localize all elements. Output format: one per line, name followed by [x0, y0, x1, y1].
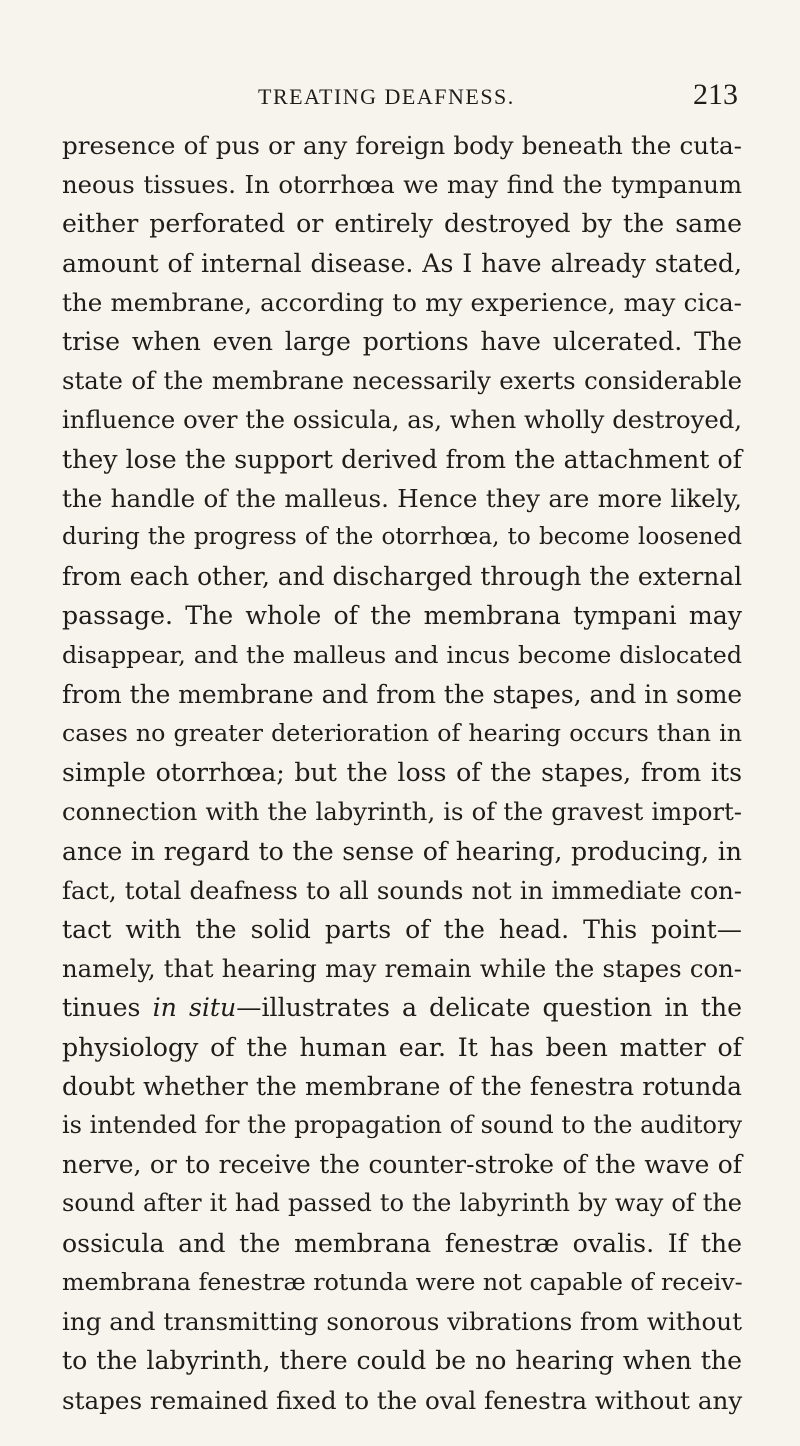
running-head: TREATING DEAFNESS. [258, 84, 515, 109]
text-line: membrana fenestræ rotunda were not capable of receiv- [62, 1267, 743, 1296]
text-line: trise when even large portions have ulcerated. The [62, 327, 742, 357]
text-line: presence of pus or any foreign body beneath the cuta- [62, 131, 742, 160]
text-line: tact with the solid parts of the head. This point— [62, 915, 742, 945]
text-line: the membrane, according to my experience, may cica- [62, 287, 742, 317]
body-text [62, 126, 742, 1420]
text-line: nerve, or to receive the counter-stroke of the wave of [62, 1150, 742, 1180]
text-line: tinues in situ—illustrates a delicate question in the [62, 993, 743, 1023]
text-line: disappear, and the malleus and incus become dislocated [62, 640, 742, 669]
text-line: neous tissues. In otorrhœa we may find the tympanum [62, 170, 742, 200]
text-line: ossicula and the membrana fenestræ ovalis. If the [62, 1228, 742, 1258]
text-line: fact, total deafness to all sounds not in immediate con- [62, 875, 742, 905]
text-line: passage. The whole of the membrana tympani may [62, 601, 742, 631]
text-line: ance in regard to the sense of hearing, producing, in [62, 836, 742, 866]
text-line: they lose the support derived from the attachment of [62, 444, 742, 474]
text-line: to the labyrinth, there could be no hearing when the [62, 1346, 742, 1376]
text-line: the handle of the malleus. Hence they are more likely, [62, 483, 742, 513]
text-line: amount of internal disease. As I have already stated, [62, 248, 742, 278]
text-line: doubt whether the membrane of the fenestra rotunda [62, 1071, 742, 1101]
text-line: simple otorrhœa; but the loss of the stapes, from its [62, 758, 742, 788]
italic-phrase: in situ [152, 993, 237, 1023]
text-line: sound after it had passed to the labyrinth by way of the [62, 1189, 742, 1218]
text-line: stapes remained fixed to the oval fenestra without any [62, 1385, 743, 1415]
text-line: connection with the labyrinth, is of the gravest import- [62, 797, 742, 827]
text-line: namely, that hearing may remain while the stapes con- [62, 954, 742, 984]
text-line: during the progress of the otorrhœa, to become loosened [62, 524, 742, 551]
text-line: physiology of the human ear. It has been matter of [62, 1032, 742, 1062]
text-line: either perforated or entirely destroyed by the same [62, 209, 742, 239]
page-number: 213 [693, 78, 738, 111]
text-line: from each other, and discharged through the external [62, 562, 743, 592]
text-line: cases no greater deterioration of hearing occurs than in [62, 719, 742, 748]
text-line: is intended for the propagation of sound to the auditory [62, 1111, 742, 1140]
text-line: influence over the ossicula, as, when wholly destroyed, [62, 405, 742, 435]
text-line: from the membrane and from the stapes, and in some [62, 679, 743, 709]
text-line: state of the membrane necessarily exerts considerable [62, 366, 742, 396]
text-line: ing and transmitting sonorous vibrations from without [62, 1307, 742, 1337]
